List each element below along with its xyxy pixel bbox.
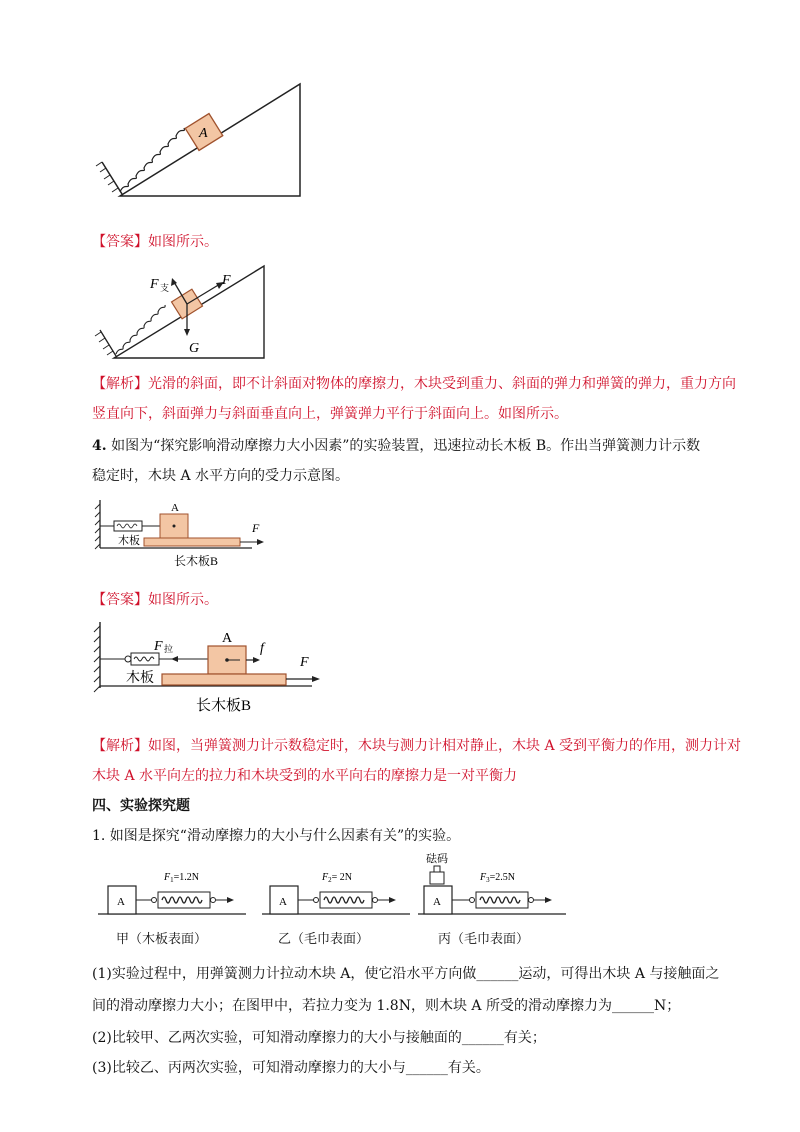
board-forces-figure — [92, 618, 332, 718]
svg-text:F2= 2N — [321, 872, 352, 884]
analysis-2-line-2: 木块 A 水平向左的拉力和木块受到的水平向右的摩擦力是一对平衡力 — [92, 768, 518, 784]
subquestion-1-line-2: 间的滑动摩擦力大小；在图甲中，若拉力变为 1.8N，则木块 A 所受的滑动摩擦力为______N； — [92, 998, 681, 1014]
f-pull-sub: 拉 — [164, 644, 174, 654]
force-symbol: F — [322, 872, 329, 883]
subquestion-3: (3)比较乙、丙两次实验，可知滑动摩擦力的大小与______有关。 — [92, 1060, 490, 1076]
block-a-label: A — [222, 631, 233, 646]
experiment-figure-jia — [92, 866, 252, 920]
svg-text:F3=2.5N — [479, 872, 515, 884]
caption-yi: 乙（毛巾表面） — [278, 932, 370, 947]
force-subscript: 3 — [486, 876, 490, 884]
f-pull-label: F — [154, 639, 163, 654]
force-value: = 2N — [331, 872, 352, 883]
f-pull-label: F — [222, 273, 231, 288]
analysis-text: 如图，当弹簧测力计示数稳定时，木块与测力计相对静止，木块 A 受到平衡力的作用，测力计对 — [148, 738, 742, 754]
force-subscript: 1 — [170, 876, 174, 884]
question-4-line-1 — [92, 436, 700, 456]
plank-label: 木板 — [118, 535, 140, 547]
weight-label: 砝码 — [426, 853, 448, 865]
weight — [430, 872, 444, 884]
f-support-sub: 支 — [160, 283, 170, 293]
block-a-label: A — [279, 896, 287, 908]
question-4-line-2: 稳定时，木块 A 水平方向的受力示意图。 — [92, 468, 350, 484]
block-a-label: A — [117, 896, 125, 908]
answer-line-2 — [92, 590, 218, 610]
caption-bing: 丙（毛巾表面） — [438, 932, 530, 947]
incline-figure — [92, 74, 312, 204]
answer-text: 如图所示。 — [148, 234, 218, 250]
answer-text: 如图所示。 — [148, 592, 218, 608]
analysis-bracket: 【解析】 — [92, 738, 148, 754]
answer-bracket: 【答案】 — [92, 234, 148, 250]
question-text: 如图为“探究影响滑动摩擦力大小因素”的实验装置，迅速拉动长木板 B。作出当弹簧测力计示数 — [111, 438, 701, 454]
subquestion-1-line-1: (1)实验过程中，用弹簧测力计拉动木块 A，使它沿水平方向做______运动，可得出木块 A 与接触面之 — [92, 966, 720, 982]
plank-label: 木板 — [126, 671, 154, 686]
incline-forces-figure — [92, 262, 282, 362]
force-subscript: 2 — [328, 876, 332, 884]
board-figure — [92, 496, 272, 572]
force-label: F — [252, 521, 260, 535]
subquestion-2: (2)比较甲、乙两次实验，可知滑动摩擦力的大小与接触面的______有关； — [92, 1030, 546, 1046]
experiment-intro: 1. 如图是探究“滑动摩擦力的大小与什么因素有关”的实验。 — [92, 828, 461, 844]
gravity-label: G — [189, 341, 200, 356]
analysis-1-line-1 — [92, 374, 736, 394]
answer-line-1 — [92, 232, 218, 252]
analysis-1-line-2: 竖直向下，斜面弹力与斜面垂直向上，弹簧弹力平行于斜面向上。如图所示。 — [92, 406, 568, 422]
analysis-text: 光滑的斜面，即不计斜面对物体的摩擦力，木块受到重力、斜面的弹力和弹簧的弹力，重力方向 — [148, 376, 736, 392]
experiment-figure-yi — [256, 866, 416, 920]
analysis-bracket: 【解析】 — [92, 376, 148, 392]
answer-bracket: 【答案】 — [92, 592, 148, 608]
force-label: F — [300, 655, 309, 670]
block-a-label: A — [199, 126, 208, 141]
analysis-2-line-1 — [92, 736, 741, 756]
long-board-label: 长木板B — [174, 554, 219, 568]
spring — [120, 128, 184, 192]
long-board — [144, 538, 240, 546]
force-symbol: F — [480, 872, 487, 883]
block-a-label: A — [433, 896, 441, 908]
f-support-label: F — [150, 277, 159, 292]
force-value: =2.5N — [489, 872, 515, 883]
block-a-label: A — [171, 502, 179, 514]
svg-text:F1=1.2N — [163, 872, 199, 884]
question-number: 4. — [92, 438, 107, 454]
friction-label: f — [260, 641, 264, 656]
caption-jia: 甲（木板表面） — [116, 932, 208, 947]
force-symbol: F — [164, 872, 171, 883]
section-title: 四、实验探究题 — [92, 798, 190, 814]
long-board-label: 长木板B — [196, 698, 252, 714]
long-board — [162, 674, 286, 685]
force-value: =1.2N — [173, 872, 199, 883]
experiment-figure-bing — [412, 852, 572, 920]
